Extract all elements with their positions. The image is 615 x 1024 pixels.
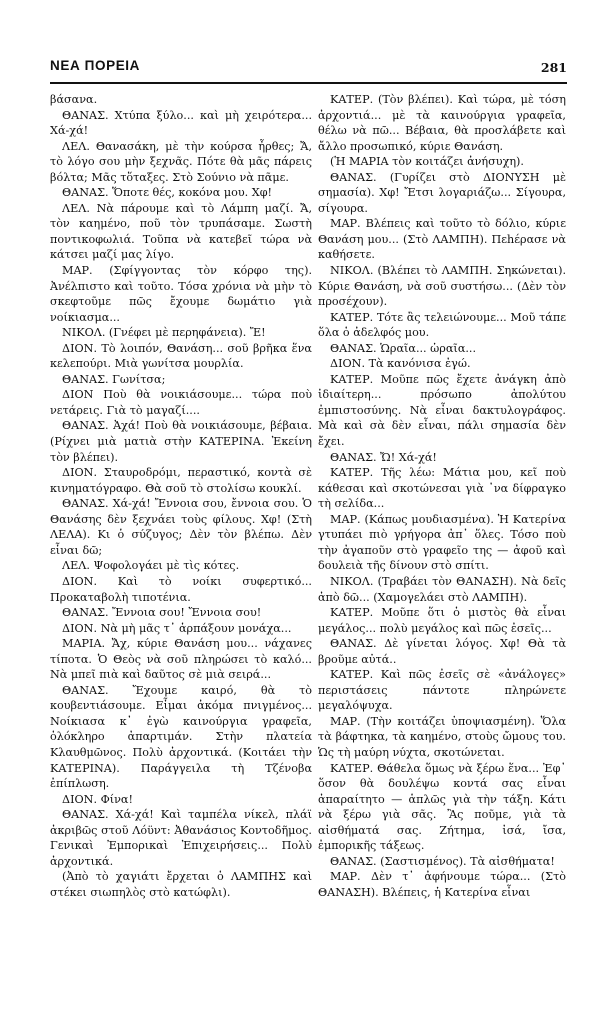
paragraph: βάσανα. xyxy=(50,93,98,106)
paragraph: ΛΕΛ. Θανασάκη, μὲ τὴν κούρσα ἦρθες; Ἄ, τὸ λόγο σου μὴν ξεχνᾶς. Πότε θὰ μᾶς πάρεις βόλτα; Μᾶς τὅταξες. Στὸ Σούνιο νὰ πᾶμε. xyxy=(50,139,312,184)
paragraph: ΜΑΡΙΑ. Ἄχ, κύριε Θανάση μου... νάχανες τίποτα. Ὁ Θεὸς νὰ σοῦ πληρώσει τὸ καλό... Νὰ μπεῖ πιὰ καὶ δαῦτος σὲ μιὰ σειρά... xyxy=(50,637,312,682)
paragraph: ΝΙΚΟΛ. (Τραβάει τὸν ΘΑΝΑΣΗ). Νὰ δεῖς ἀπὸ δῶ... (Χαμογελάει στὸ ΛΑΜΠΗ). xyxy=(318,574,566,604)
paragraph: ΘΑΝΑΣ. Χά-χά! Ἔννοια σου, ἔννοια σου. Ὁ Θανάσης δὲν ξεχνάει τοὺς φίλους. Χφ! (Στὴ ΛΕΛΑ). Κι ὁ σύζυγος; Δὲν τὸν βλέπω. Δὲν εἶναι δῶ; xyxy=(50,497,312,557)
paragraph: ΘΑΝΑΣ. Γωνίτσα; xyxy=(62,372,166,386)
paragraph: ΚΑΤΕΡ. Τότε ἂς τελειώνουμε... Μοῦ τάπε ὅλα ὁ ἀδελφός μου. xyxy=(318,310,566,340)
paragraph: ΜΑΡ. Δὲν τ᾽ ἀφήνουμε τώρα... (Στὸ ΘΑΝΑΣΗ). Βλέπεις, ἡ Κατερίνα εἶναι xyxy=(318,870,566,899)
header-rule xyxy=(50,82,567,84)
paragraph: (Ἡ ΜΑΡΙΑ τὸν κοιτάζει ἀνήσυχη). xyxy=(330,155,524,169)
paragraph: ΔΙΟΝ. Καὶ τὸ νοίκι συφερτικό... Προκαταβολὴ τιποτένια. xyxy=(50,574,312,604)
paragraph: ΘΑΝΑΣ. (Γυρίζει στὸ ΔΙΟΝΥΣΗ μὲ σημασία). Χφ! Ἔτσι λογαριάζω... Σίγουρα, σίγουρα. xyxy=(318,170,566,215)
paragraph: ΚΑΤΕΡ. Θάθελα ὅμως νὰ ξέρω ἕνα... Ἐφ᾽ ὅσον θὰ δουλέψω κοντά σας εἶναι ἀπαραίτητο — ἁπλῶς γιὰ τὴν τάξη. Κάτι νὰ ξέρω γιὰ σᾶς. Ἂς ποῦμε, γιὰ τὰ αἰσθήματά σας. Ζήτημα, ἰσά, ἴσα, ἐμπορικῆς τάξεως. xyxy=(318,761,566,853)
paragraph: ΛΕΛ. Ψοφολογάει μὲ τὶς κότες. xyxy=(62,559,240,573)
paragraph: ΚΑΤΕΡ. Καὶ πῶς ἐσεῖς σὲ «ἀνάλογες» περιστάσεις πάντοτε πληρώνετε μεγαλόψυχα. xyxy=(318,668,566,713)
paragraph: ΘΑΝΑΣ. Ὤ! Χά-χά! xyxy=(330,450,437,464)
paragraph: ΘΑΝΑΣ. Δὲ γίνεται λόγος. Χφ! Θὰ τὰ βροῦμε αὐτά.. xyxy=(318,637,566,666)
paragraph: ΝΙΚΟΛ. (Γνέφει μὲ περηφάνεια). Ἔ! xyxy=(62,326,266,340)
paragraph: (Ἀπὸ τὸ χαγιάτι ἔρχεται ὁ ΛΑΜΠΗΣ καὶ στέκει σιωπηλὸς στὸ κατώφλι). xyxy=(50,870,312,899)
page-number: 281 xyxy=(540,60,567,75)
paragraph: ΘΑΝΑΣ. Ἔχουμε καιρό, θὰ τὸ κουβεντιάσουμε. Εἶμαι ἀκόμα πνιγμένος... Νοίκιασα κ᾽ ἐγὼ καινούργια γραφεῖα, ὁλόκληρο ἀπαρτιμάν. Στὴν πλατεία Κλαυθμῶνος. Πολὺ ἀρχοντικά. (Κοιτάει τὴν ΚΑΤΕΡΙΝΑ). Παράγγειλα τὴ Τζένοβα ἐπίπλωση. xyxy=(50,683,312,791)
paragraph: ΜΑΡ. (Κάπως μουδιασμένα). Ἡ Κατερίνα γτυπάει πιὸ γρήγορα ἀπ᾽ ὅλες. Τόσο ποὺ τὴν ἀγαποῦν στὸ γραφεῖο της — ἀφοῦ καὶ δουλειὰ τῆς δίνουν στὸ σπίτι. xyxy=(318,512,566,573)
paragraph: ΘΑΝΑΣ. Ἀχά! Ποὺ θὰ νοικιάσουμε, βέβαια. (Ρίχνει μιὰ ματιὰ στὴν ΚΑΤΕΡΙΝΑ. Ἐκείνη τὸν βλέπει). xyxy=(50,419,312,464)
paragraph: ΔΙΟΝ. Σταυροδρόμι, περαστικό, κοντὰ σὲ κινηματόγραφο. Θὰ σοῦ τὸ στολίσω κουκλί. xyxy=(50,466,312,495)
paragraph: ΔΙΟΝ. Νὰ μὴ μᾶς τ᾽ ἁρπάξουν μονάχα... xyxy=(62,621,292,635)
paragraph: ΘΑΝΑΣ. (Σαστισμένος). Τὰ αἰσθήματα! xyxy=(330,854,555,868)
paragraph: ΚΑΤΕΡ. Μοῦπε πῶς ἔχετε ἀνάγκη ἀπὸ ἰδιαίτερη... πρόσωπο ἀπολύτου ἐμπιστοσύνης. Νὰ εἶναι δακτυλογράφος. Μὰ καὶ σὰ δὲν εἶναι, πάλι σημασία δὲν ἔχει. xyxy=(318,372,566,449)
paragraph: ΜΑΡ. (Σφίγγοντας τὸν κόρφο της). Ἀνέλπιστο καὶ τοῦτο. Τόσα χρόνια νὰ μὴν τὸ σκεφτοῦμε πῶς ἔχουμε δωμάτιο γιὰ νοίκιασμα... xyxy=(50,264,312,324)
paragraph: ΔΙΟΝ. Φίνα! xyxy=(62,792,133,806)
paragraph: ΛΕΛ. Νὰ πάρουμε καὶ τὸ Λάμπη μαζί. Ἄ, τὸν καημένο, ποῦ τὸν τρυπάσαμε. Σωστὴ ποντικοφωλιά. Τοῦπα νὰ κατεβεῖ τώρα νὰ κάτσει μαζί μας λίγο. xyxy=(50,201,312,262)
paragraph: ΚΑΤΕΡ. (Τὸν βλέπει). Καὶ τώρα, μὲ τόση ἀρχοντιά... μὲ τὰ καινούργια γραφεῖα, θέλω νὰ πῶ... Βέβαια, θὰ προσλάβετε καὶ ἄλλο προσωπικό, κύριε Θανάση. xyxy=(318,93,566,153)
left-text-column xyxy=(50,92,312,900)
paragraph: ΘΑΝΑΣ. Χτύπα ξύλο... καὶ μὴ χειρότερα... Χά-χά! xyxy=(50,108,312,138)
paragraph: ΘΑΝΑΣ. Χά-χά! Καὶ ταμπέλα νίκελ, πλάϊ ἀκριβῶς στοῦ Λόϋντ: Ἀθανάσιος Κοντοδῆμος. Γενικαὶ Ἐμπορικαὶ Ἐπιχειρήσεις... Πολὺ ἀρχοντικά. xyxy=(50,808,312,868)
right-text-column xyxy=(318,92,566,900)
paragraph: ΔΙΟΝ Ποὺ θὰ νοικιάσουμε... τώρα ποὺ νετάρεις. Γιὰ τὸ μαγαζί.... xyxy=(50,388,312,417)
paragraph: ΜΑΡ. Βλέπεις καὶ τοῦτο τὸ δόλιο, κύριε Θανάση μου... (Στὸ ΛΑΜΠΗ). Πεhέρασε νὰ καθήσετε. xyxy=(318,217,566,262)
paragraph: ΘΑΝΑΣ. Ἔννοια σου! Ἔννοια σου! xyxy=(62,606,262,620)
paragraph: ΚΑΤΕΡ. Μοῦπε ὅτι ὁ μιστὸς θὰ εἶναι μεγάλος... πολὺ μεγάλος καὶ πῶς ἐσεῖς... xyxy=(318,606,566,635)
paragraph: ΘΑΝΑΣ. Ὡραῖα... ὡραῖα... xyxy=(330,341,477,355)
paragraph: ΝΙΚΟΛ. (Βλέπει τὸ ΛΑΜΠΗ. Σηκώνεται). Κύριε Θανάση, νὰ σοῦ συστήσω... (Δὲν τὸν προσέχουν). xyxy=(318,264,566,309)
paragraph: ΜΑΡ. (Τὴν κοιτάζει ὑποψιασμένη). Ὅλα τὰ βάφτηκα, τὰ καημένο, στοὺς ὤμους του. Ὡς τὴ μαύρη νύχτα, σκοτώνεται. xyxy=(318,714,566,759)
paragraph: ΔΙΟΝ. Τὰ κανόνισα ἐγώ. xyxy=(330,357,471,371)
paragraph: ΘΑΝΑΣ. Ὅποτε θές, κοκόνα μου. Χφ! xyxy=(62,186,273,200)
paragraph: ΚΑΤΕΡ. Τῆς λέω: Μάτια μου, κεῖ ποὺ κάθεσαι καὶ σκοτώνεσαι γιὰ ᾽να δίφραγκο τὴ σελίδα... xyxy=(318,466,566,511)
journal-title: ΝΕΑ ΠΟΡΕΙΑ xyxy=(50,58,141,73)
running-header xyxy=(50,58,567,82)
paragraph: ΔΙΟΝ. Τὸ λοιπόν, Θανάση... σοῦ βρῆκα ἕνα κελεπούρι. Μιὰ γωνίτσα μουρλία. xyxy=(50,341,312,371)
